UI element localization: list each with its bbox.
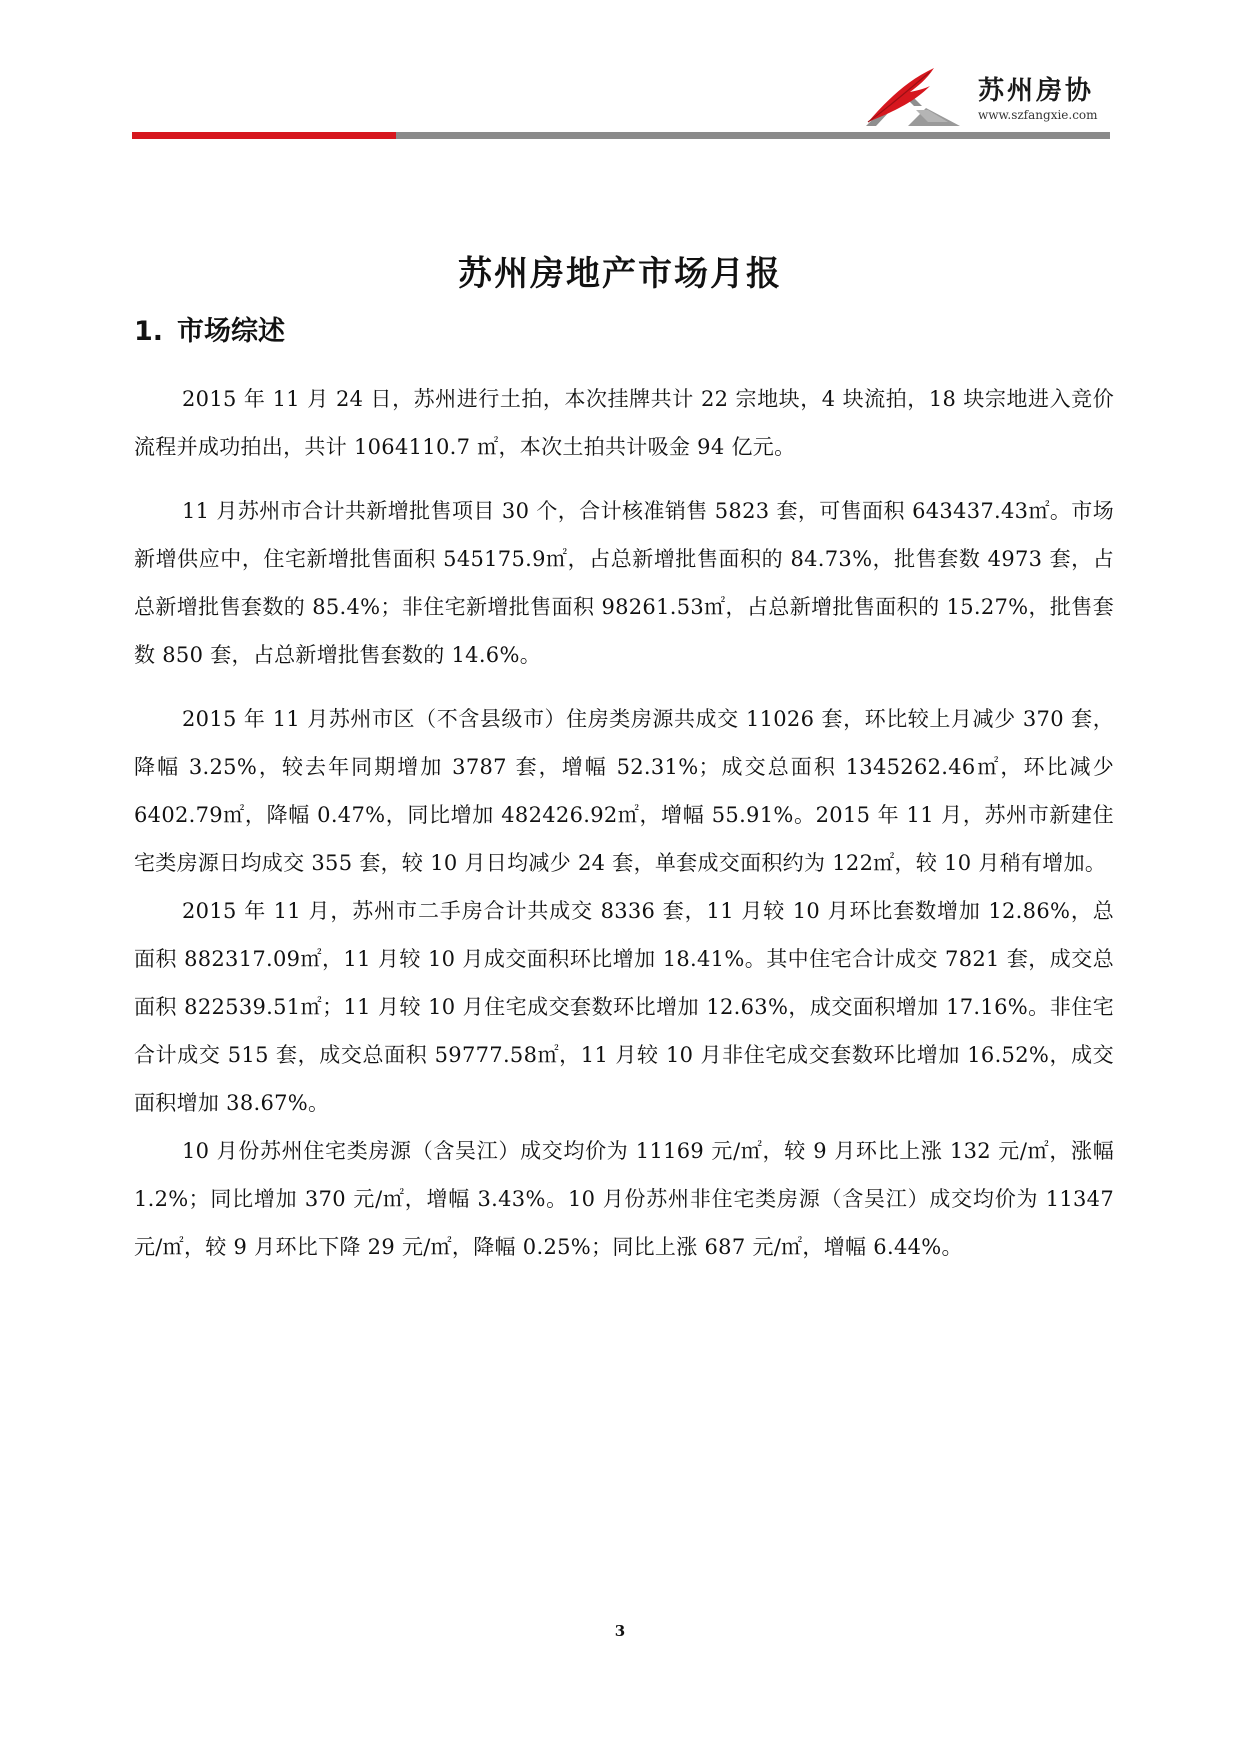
- document-title: 苏州房地产市场月报: [458, 253, 782, 294]
- brand-name: 苏州房协: [978, 76, 1095, 106]
- paragraph-land-auction: 2015 年 11 月 24 日，苏州进行土拍，本次挂牌共计 22 宗地块，4 块流拍，18 块宗地进入竞价流程并成功拍出，共计 1064110.7 ㎡，本次土拍共计吸金 94 亿元。: [134, 387, 1114, 459]
- header-rule-red: [132, 132, 396, 139]
- page-header: [0, 0, 1240, 150]
- header-rule-gray: [396, 132, 1110, 139]
- paragraph-average-prices: 10 月份苏州住宅类房源（含吴江）成交均价为 11169 元/㎡，较 9 月环比上涨 132 元/㎡，涨幅 1.2%；同比增加 370 元/㎡，增幅 3.43%。10 月份苏州非住宅类房源（含吴江）成交均价为 11347 元/㎡，较 9 月环比下降 29 元/㎡，降幅 0.25%；同比上涨 687 元/㎡，增幅 6.44%。: [134, 1139, 1114, 1259]
- quill-and-roof-logo-icon: [864, 64, 964, 128]
- section-heading: [134, 309, 285, 348]
- paragraph-second-hand-transactions: 2015 年 11 月，苏州市二手房合计共成交 8336 套，11 月较 10 月环比套数增加 12.86%，总面积 882317.09㎡，11 月较 10 月成交面积环比增加 18.41%。其中住宅合计成交 7821 套，成交总面积 822539.51㎡；11 月较 10 月住宅成交套数环比增加 12.63%，成交面积增加 17.16%。非住宅合计成交 515 套，成交总面积 59777.58㎡，11 月较 10 月非住宅成交套数环比增加 16.52%，成交面积增加 38.67%。: [134, 899, 1114, 1115]
- body-text: [134, 375, 1114, 1271]
- section-title: 市场综述: [177, 316, 286, 347]
- paragraph-new-home-transactions: 2015 年 11 月苏州市区（不含县级市）住房类房源共成交 11026 套，环比较上月减少 370 套，降幅 3.25%，较去年同期增加 3787 套，增幅 52.31%；成交总面积 1345262.46㎡，环比减少 6402.79㎡，降幅 0.47%，同比增加 482426.92㎡，增幅 55.91%。2015 年 11 月，苏州市新建住宅类房源日均成交 355 套，较 10 月日均减少 24 套，单套成交面积约为 122㎡，较 10 月稍有增加。: [134, 707, 1114, 875]
- paragraph-new-supply: 11 月苏州市合计共新增批售项目 30 个，合计核准销售 5823 套，可售面积 643437.43㎡。市场新增供应中，住宅新增批售面积 545175.9㎡，占总新增批售面积的 84.73%，批售套数 4973 套，占总新增批售套数的 85.4%；非住宅新增批售面积 98261.53㎡，占总新增批售面积的 15.27%，批售套数 850 套，占总新增批售套数的 14.6%。: [134, 499, 1114, 667]
- brand-website: www.szfangxie.com: [978, 108, 1098, 122]
- section-number: 1.: [134, 316, 164, 347]
- page-number: 3: [614, 1622, 626, 1640]
